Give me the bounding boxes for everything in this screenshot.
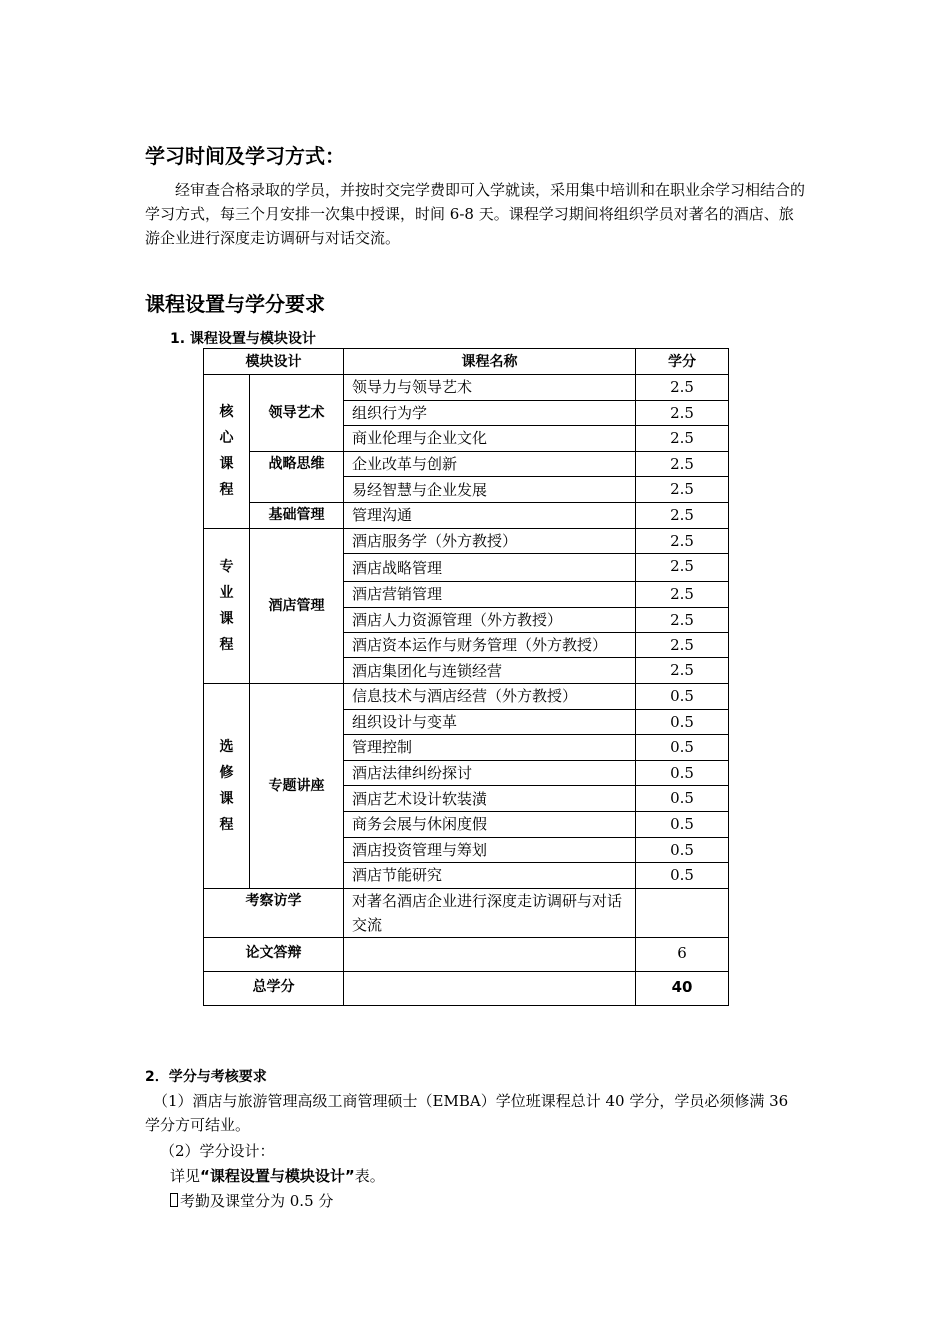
submodule-basic: 基础管理	[250, 502, 344, 528]
course-name: 酒店服务学（外方教授）	[344, 528, 636, 554]
section-title-courses: 课程设置与学分要求	[145, 292, 325, 316]
course-name: 管理控制	[344, 735, 636, 761]
course-credit: 0.5	[636, 683, 729, 709]
course-name: 易经智慧与企业发展	[344, 477, 636, 503]
course-name: 酒店战略管理	[344, 554, 636, 582]
course-name: 组织设计与变革	[344, 709, 636, 735]
header-credit: 学分	[636, 349, 729, 375]
table-row	[204, 375, 729, 401]
course-credit: 0.5	[636, 760, 729, 786]
course-credit: 2.5	[636, 400, 729, 426]
submodule-strategy: 战略思维	[250, 451, 344, 502]
credits-item-1: （1）酒店与旅游管理高级工商管理硕士（EMBA）学位班课程总计 40 学分，学员必须修满 36 学分方可结业。	[145, 1092, 789, 1134]
table-row	[204, 528, 729, 554]
thesis-course	[344, 937, 636, 971]
course-credit: 0.5	[636, 863, 729, 889]
course-name: 企业改革与创新	[344, 451, 636, 477]
course-credit: 2.5	[636, 528, 729, 554]
thesis-label: 论文答辩	[204, 937, 344, 971]
table-row	[204, 451, 729, 477]
course-credit: 2.5	[636, 554, 729, 582]
detail-prefix: 详见	[170, 1167, 201, 1185]
table-row	[204, 502, 729, 528]
course-credit: 0.5	[636, 709, 729, 735]
course-credit: 0.5	[636, 786, 729, 812]
course-credit: 2.5	[636, 633, 729, 658]
course-credit: 0.5	[636, 735, 729, 761]
course-credit: 2.5	[636, 658, 729, 684]
group-elective: 选 修 课 程	[204, 683, 250, 888]
total-credit: 40	[636, 971, 729, 1005]
course-name: 商业伦理与企业文化	[344, 426, 636, 452]
table-row	[204, 888, 729, 937]
thesis-credit: 6	[636, 937, 729, 971]
course-name: 酒店人力资源管理（外方教授）	[344, 607, 636, 633]
course-name: 酒店集团化与连锁经营	[344, 658, 636, 684]
course-name: 商务会展与休闲度假	[344, 811, 636, 837]
course-name: 领导力与领导艺术	[344, 375, 636, 401]
course-credit: 2.5	[636, 607, 729, 633]
course-name: 组织行为学	[344, 400, 636, 426]
group-professional: 专 业 课 程	[204, 528, 250, 683]
credits-detail	[170, 1165, 385, 1187]
course-name: 信息技术与酒店经营（外方教授）	[344, 683, 636, 709]
course-credit: 2.5	[636, 451, 729, 477]
bullet-icon	[170, 1193, 178, 1207]
course-credit: 2.5	[636, 502, 729, 528]
total-label: 总学分	[204, 971, 344, 1005]
visit-course: 对著名酒店企业进行深度走访调研与对话交流	[344, 888, 636, 937]
section-title-credits: 2．学分与考核要求	[145, 1069, 267, 1085]
course-credit: 0.5	[636, 837, 729, 863]
detail-suffix: 表。	[354, 1167, 385, 1185]
course-name: 酒店资本运作与财务管理（外方教授）	[344, 633, 636, 658]
attendance-line	[170, 1190, 333, 1212]
submodule-leadership: 领导艺术	[250, 375, 344, 452]
table-caption: 1. 课程设置与模块设计	[170, 331, 316, 347]
course-credit: 2.5	[636, 426, 729, 452]
course-name: 酒店节能研究	[344, 863, 636, 889]
course-credit: 2.5	[636, 477, 729, 503]
course-credit: 2.5	[636, 375, 729, 401]
header-course: 课程名称	[344, 349, 636, 375]
course-name: 酒店营销管理	[344, 582, 636, 608]
detail-bold: “课程设置与模块设计”	[200, 1167, 355, 1185]
course-name: 酒店艺术设计软装潢	[344, 786, 636, 812]
table-row	[204, 937, 729, 971]
submodule-lecture: 专题讲座	[250, 683, 344, 888]
table-row	[204, 971, 729, 1005]
header-module: 模块设计	[204, 349, 344, 375]
course-credit: 0.5	[636, 811, 729, 837]
visit-credit	[636, 888, 729, 937]
table-row	[204, 683, 729, 709]
attendance-text: 考勤及课堂分为 0.5 分	[180, 1192, 334, 1210]
course-name: 酒店投资管理与筹划	[344, 837, 636, 863]
course-credit: 2.5	[636, 582, 729, 608]
total-course	[344, 971, 636, 1005]
section-title-study-method: 学习时间及学习方式：	[145, 144, 345, 168]
study-method-paragraph: 经审查合格录取的学员，并按时交完学费即可入学就读，采用集中培训和在职业余学习相结合的学习方式，每三个月安排一次集中授课，时间 6-8 天。课程学习期间将组织学员对著名的酒店、旅游企业进行深度走访调研与对话交流。	[145, 181, 806, 247]
course-table	[203, 348, 729, 1006]
course-name: 酒店法律纠纷探讨	[344, 760, 636, 786]
course-name: 管理沟通	[344, 502, 636, 528]
submodule-hotel: 酒店管理	[250, 528, 344, 683]
visit-label: 考察访学	[204, 888, 344, 937]
group-core: 核 心 课 程	[204, 375, 250, 529]
credits-item-2: （2）学分设计：	[160, 1142, 275, 1160]
